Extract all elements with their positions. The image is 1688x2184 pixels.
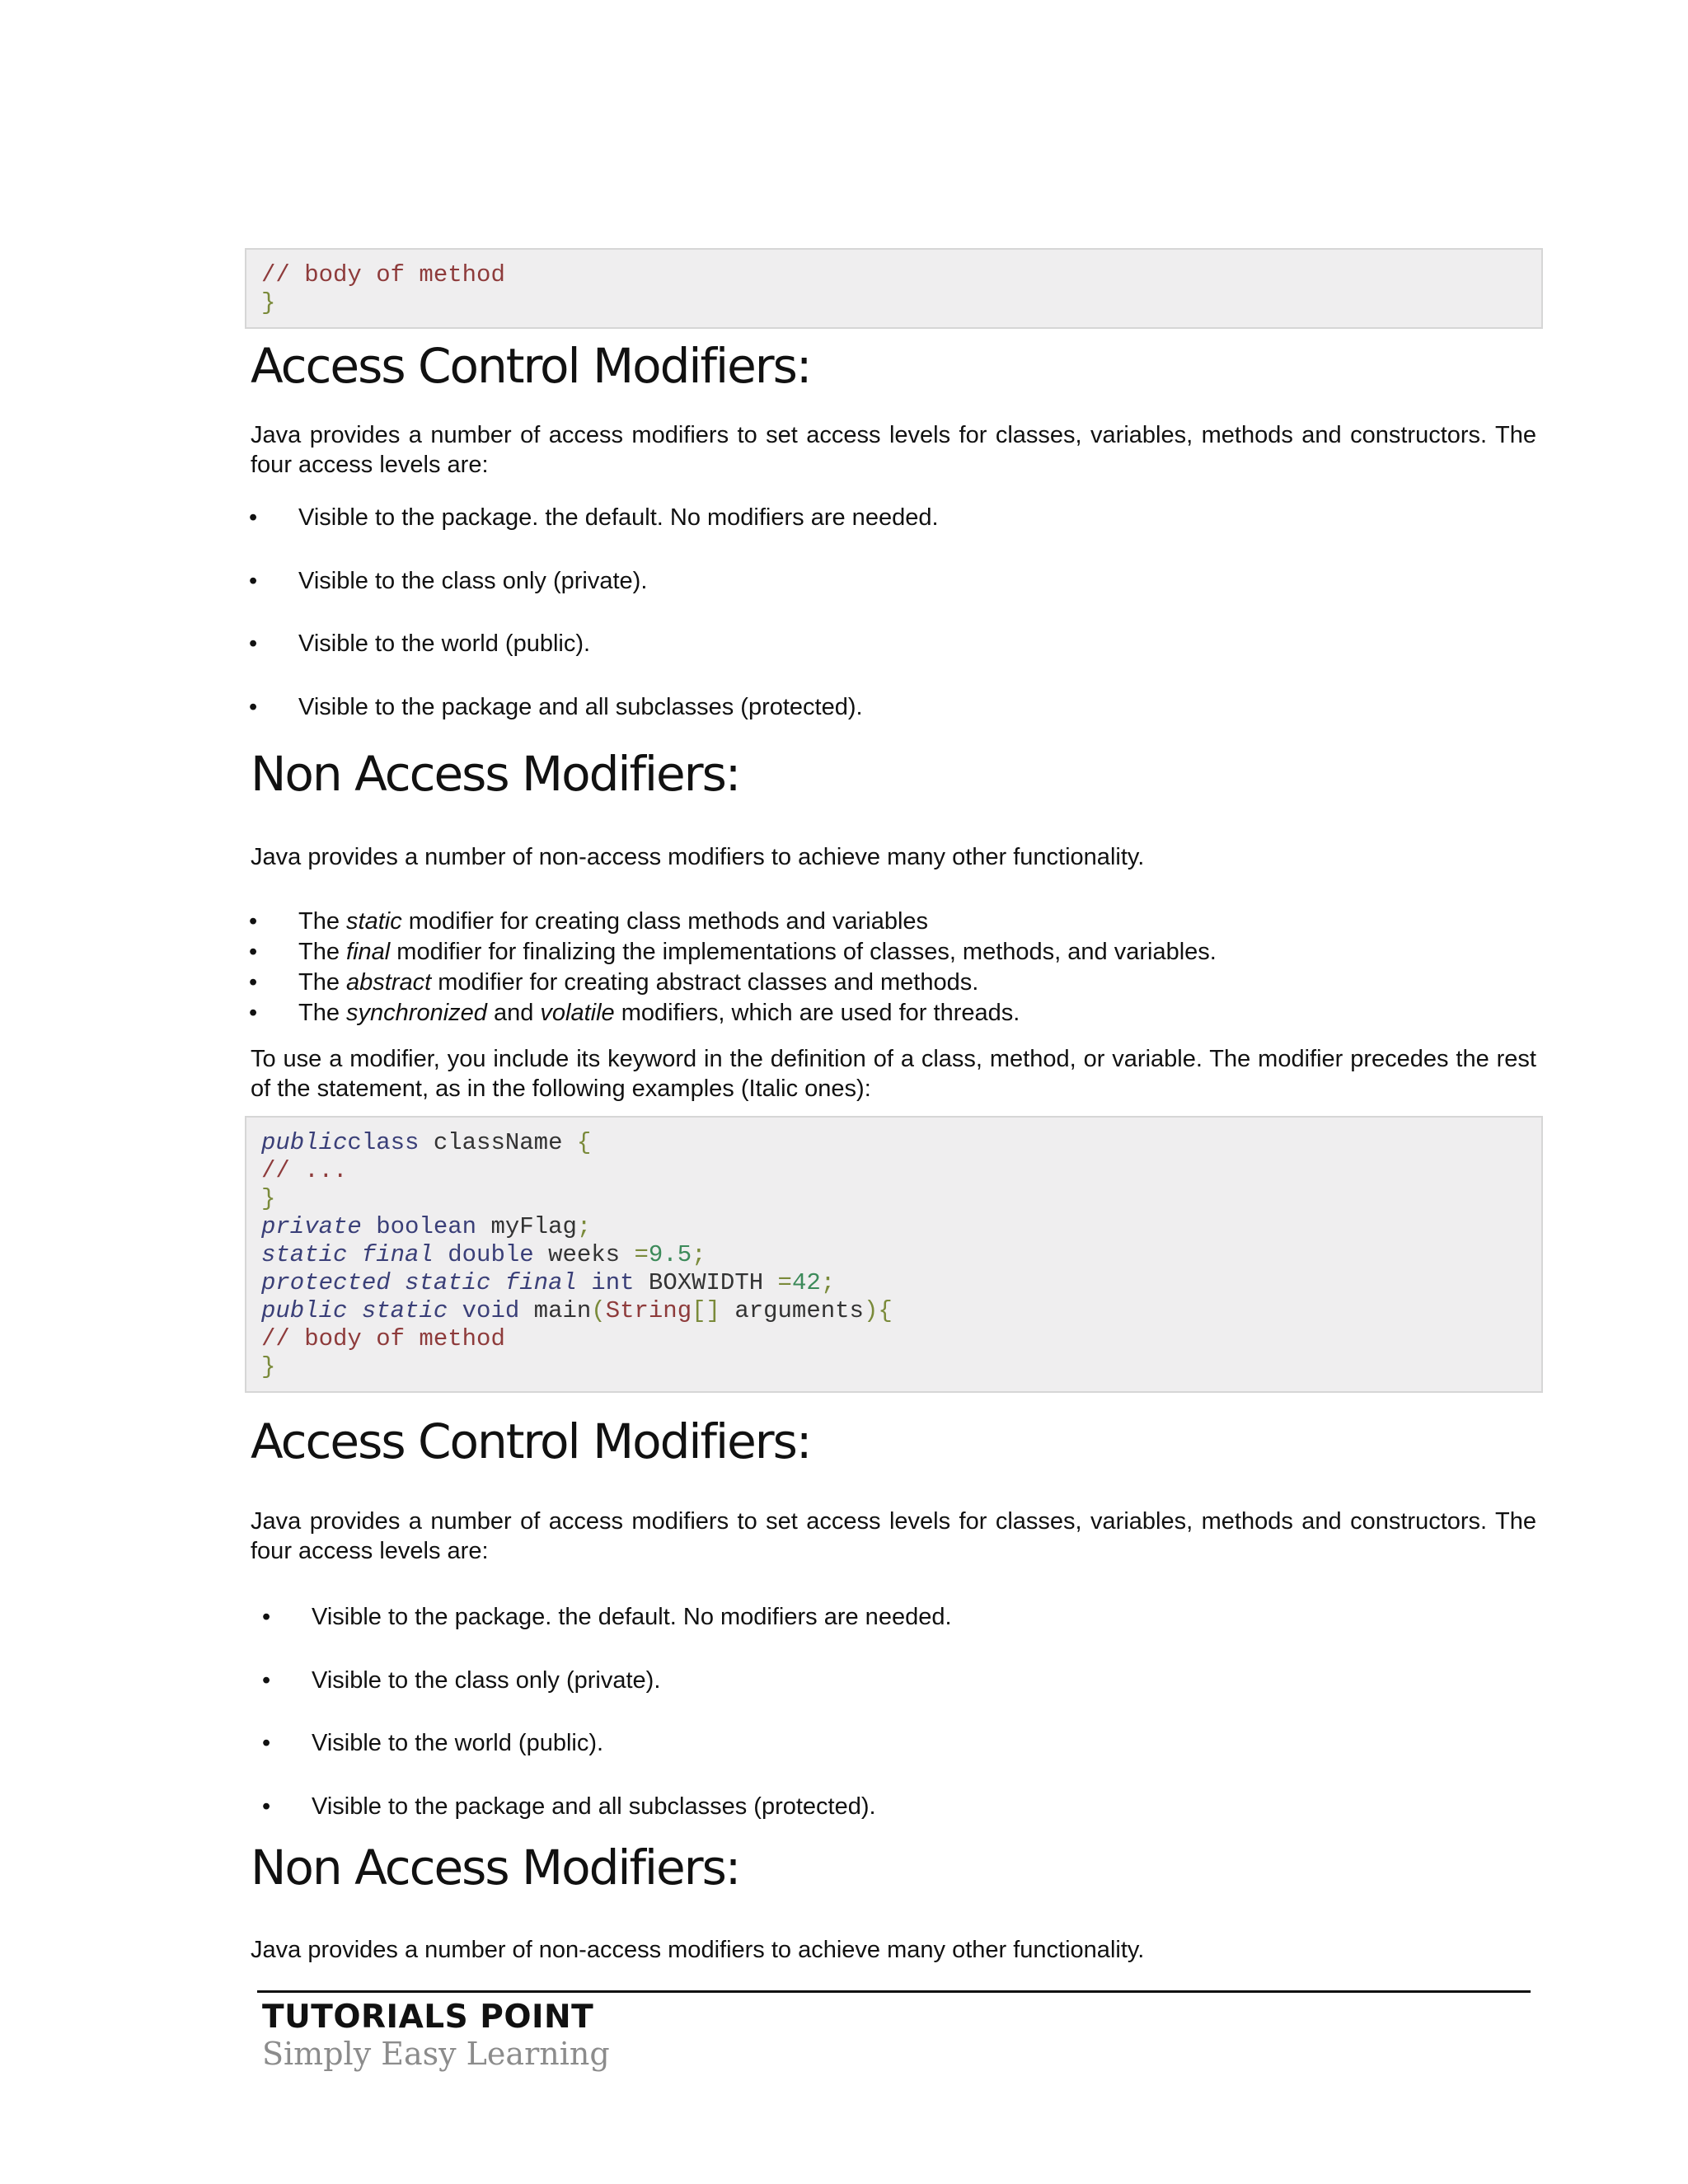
footer-divider bbox=[257, 1990, 1531, 1993]
list-item: • Visible to the class only (private). bbox=[249, 568, 648, 594]
access-levels-list-repeat bbox=[262, 1602, 1498, 1825]
non-access-modifiers-list bbox=[249, 907, 1485, 1029]
bullet-icon: • bbox=[262, 1667, 271, 1694]
access-levels-list bbox=[249, 503, 1485, 725]
non-access-modifiers-intro: Java provides a number of non-access modifiers to achieve many other functionality. bbox=[251, 844, 1145, 870]
bullet-icon: • bbox=[262, 1730, 271, 1756]
heading-access-control-modifiers-repeat: Access Control Modifiers: bbox=[251, 1413, 811, 1469]
list-item: • Visible to the world (public). bbox=[262, 1730, 604, 1756]
bullet-icon: • bbox=[249, 504, 258, 531]
list-item: • The static modifier for creating class methods and variables bbox=[249, 908, 929, 935]
footer-brand: TUTORIALS POINT bbox=[262, 1999, 594, 2036]
heading-non-access-modifiers: Non Access Modifiers: bbox=[251, 746, 740, 802]
footer-tagline: Simply Easy Learning bbox=[262, 2036, 610, 2072]
code-block-method-end bbox=[245, 248, 1543, 329]
bullet-icon: • bbox=[249, 908, 258, 935]
access-modifiers-intro-repeat: Java provides a number of access modifiers to set access levels for classes, variables, methods and constructors. The four access levels are: bbox=[251, 1508, 1536, 1564]
access-modifiers-intro: Java provides a number of access modifiers to set access levels for classes, variables, methods and constructors. The four access levels are: bbox=[251, 422, 1536, 478]
heading-access-control-modifiers: Access Control Modifiers: bbox=[251, 338, 811, 394]
list-item: • Visible to the package and all subclasses (protected). bbox=[262, 1793, 876, 1820]
bullet-icon: • bbox=[249, 939, 258, 965]
heading-non-access-modifiers-repeat: Non Access Modifiers: bbox=[251, 1840, 740, 1896]
list-item: • Visible to the package and all subclasses (protected). bbox=[249, 694, 863, 720]
bullet-icon: • bbox=[249, 969, 258, 996]
list-item: • The synchronized and volatile modifiers, which are used for threads. bbox=[249, 1000, 1020, 1026]
bullet-icon: • bbox=[262, 1793, 271, 1820]
bullet-icon: • bbox=[249, 568, 258, 594]
list-item: • Visible to the package. the default. No modifiers are needed. bbox=[249, 504, 939, 531]
list-item: • The final modifier for finalizing the implementations of classes, methods, and variables. bbox=[249, 939, 1217, 965]
bullet-icon: • bbox=[249, 630, 258, 657]
list-item: • Visible to the world (public). bbox=[249, 630, 591, 657]
list-item: • Visible to the package. the default. No modifiers are needed. bbox=[262, 1604, 952, 1630]
code-comment: // body of method bbox=[261, 261, 505, 288]
modifier-usage-paragraph: To use a modifier, you include its keyword in the definition of a class, method, or variable. The modifier precedes the rest of the statement, as in the following examples (Italic ones): bbox=[251, 1046, 1536, 1102]
list-item: • The abstract modifier for creating abstract classes and methods. bbox=[249, 969, 979, 996]
code-brace: } bbox=[261, 289, 276, 316]
bullet-icon: • bbox=[262, 1604, 271, 1630]
bullet-icon: • bbox=[249, 1000, 258, 1026]
code-block-modifier-examples: publicclass className { // ... } private boolean myFlag; static final double weeks =9.5; protected static final int BOXWIDTH =42; public static void main(String[] arguments){ // body of method } bbox=[245, 1116, 1543, 1393]
bullet-icon: • bbox=[249, 694, 258, 720]
non-access-modifiers-intro-repeat: Java provides a number of non-access modifiers to achieve many other functionality. bbox=[251, 1937, 1145, 1963]
list-item: • Visible to the class only (private). bbox=[262, 1667, 661, 1694]
